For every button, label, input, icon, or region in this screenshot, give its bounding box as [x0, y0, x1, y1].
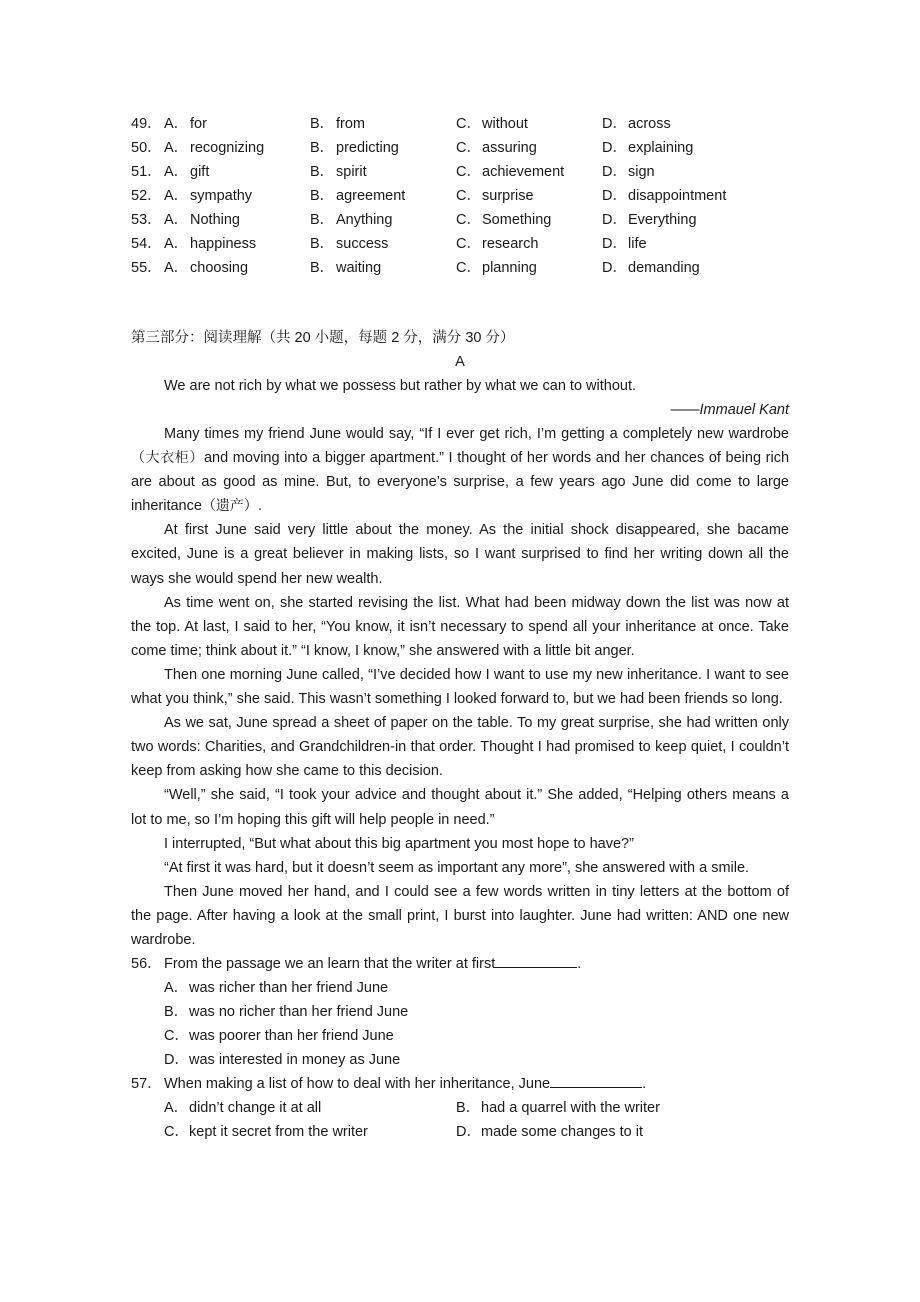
option-text: Nothing: [190, 212, 240, 228]
cloze-option-c[interactable]: [456, 184, 602, 208]
q57-option-d-label: D．: [456, 1124, 481, 1141]
p1-gloss-wardrobe: （大衣柜）: [131, 450, 204, 467]
question-number: 52．: [131, 188, 162, 204]
q57-option-d-text: made some changes to it: [481, 1124, 644, 1141]
cloze-option-c[interactable]: [456, 160, 602, 184]
cloze-option-b[interactable]: [310, 112, 456, 136]
question-57-blank[interactable]: [550, 1073, 642, 1088]
cloze-option-b[interactable]: [310, 256, 456, 280]
option-label: B．: [310, 236, 335, 252]
option-text: sympathy: [190, 188, 253, 204]
cloze-option-b[interactable]: [310, 184, 456, 208]
option-text: happiness: [190, 236, 257, 252]
cloze-row: [131, 208, 789, 232]
option-text: Anything: [336, 212, 393, 228]
option-label: B．: [310, 260, 335, 276]
attribution-dash: ——: [670, 402, 700, 418]
cloze-option-d[interactable]: [602, 112, 789, 136]
option-text: demanding: [628, 260, 700, 276]
cloze-options-table: [131, 112, 789, 280]
option-label: B．: [310, 164, 335, 180]
option-text: explaining: [628, 140, 694, 156]
p1-text-a: Many times my friend June would say, “If I ever get rich, I’m getting a completely new wardrobe: [164, 426, 789, 442]
cloze-option-c[interactable]: [456, 208, 602, 232]
cloze-option-b[interactable]: [310, 160, 456, 184]
option-text: choosing: [190, 260, 249, 276]
question-56-end: .: [577, 956, 582, 973]
q56-option-c-label: C．: [164, 1028, 189, 1045]
option-text: life: [628, 236, 647, 252]
q56-option-c-text: was poorer than her friend June: [189, 1028, 394, 1045]
option-text: disappointment: [628, 188, 727, 204]
question-57-number: 57．: [131, 1076, 162, 1093]
option-text: Something: [482, 212, 552, 228]
q57-options-row-2: [131, 1120, 789, 1144]
exam-page: [131, 112, 789, 1144]
question-56-blank[interactable]: [495, 953, 577, 968]
q57-options-row-1: [131, 1096, 789, 1120]
cloze-option-a[interactable]: [164, 112, 310, 136]
passage-paragraph-6: “Well,” she said, “I took your advice and thought about it.” She added, “Helping others means a lot to me, so I’m hoping this gift will help people in need.”: [131, 787, 789, 828]
option-text: predicting: [336, 140, 399, 156]
option-text: spirit: [336, 164, 367, 180]
q57-option-a-text: didn’t change it at all: [189, 1100, 322, 1117]
cloze-option-d[interactable]: [602, 136, 789, 160]
q56-option-b-label: B．: [164, 1004, 189, 1021]
q56-option-c[interactable]: [131, 1024, 789, 1048]
q57-option-c-label: C．: [164, 1124, 189, 1141]
option-text: without: [482, 116, 528, 132]
option-text: recognizing: [190, 140, 265, 156]
attribution-author: Immauel Kant: [699, 402, 789, 418]
q57-option-a[interactable]: [164, 1096, 456, 1120]
cloze-row: [131, 112, 789, 136]
option-label: A．: [164, 140, 189, 156]
q57-option-c[interactable]: [164, 1120, 456, 1144]
epigraph-attribution: [131, 398, 789, 422]
q56-option-b[interactable]: [131, 1000, 789, 1024]
option-text: planning: [482, 260, 537, 276]
question-number: 51．: [131, 164, 162, 180]
option-label: C．: [456, 212, 481, 228]
question-57: [131, 1072, 789, 1096]
q57-option-b-text: had a quarrel with the writer: [481, 1100, 660, 1117]
option-label: A．: [164, 260, 189, 276]
cloze-option-a[interactable]: [164, 136, 310, 160]
q57-option-b[interactable]: [456, 1096, 660, 1120]
q56-option-d[interactable]: [131, 1048, 789, 1072]
cloze-option-d[interactable]: [602, 208, 789, 232]
passage-paragraph-9: Then June moved her hand, and I could see a few words written in tiny letters at the bottom of the page. After having a look at the small print, I burst into laughter. June had written: AND one new wardrobe.: [131, 883, 789, 948]
option-text: surprise: [482, 188, 534, 204]
cloze-option-d[interactable]: [602, 160, 789, 184]
option-label: C．: [456, 140, 481, 156]
option-text: waiting: [336, 260, 382, 276]
option-label: A．: [164, 116, 189, 132]
cloze-option-b[interactable]: [310, 136, 456, 160]
cloze-row: [131, 160, 789, 184]
option-label: D．: [602, 188, 627, 204]
q56-option-a-text: was richer than her friend June: [189, 980, 389, 997]
p1-gloss-inheritance: （遗产）: [201, 498, 258, 515]
option-label: D．: [602, 260, 627, 276]
q57-option-b-label: B．: [456, 1100, 481, 1117]
option-text: from: [336, 116, 365, 132]
passage-paragraph-1: [131, 422, 789, 518]
option-label: D．: [602, 212, 627, 228]
cloze-option-d[interactable]: [602, 256, 789, 280]
option-label: D．: [602, 140, 627, 156]
q56-option-a[interactable]: [131, 976, 789, 1000]
option-text: success: [336, 236, 389, 252]
option-text: sign: [628, 164, 655, 180]
p1-text-c: .: [257, 498, 262, 515]
cloze-row: [131, 232, 789, 256]
question-number: 53．: [131, 212, 162, 228]
option-label: B．: [310, 140, 335, 156]
cloze-option-d[interactable]: [602, 232, 789, 256]
option-label: A．: [164, 188, 189, 204]
option-label: B．: [310, 212, 335, 228]
question-number: 49．: [131, 116, 162, 132]
passage-paragraph-8: “At first it was hard, but it doesn’t seem as important any more”, she answered with a smile.: [164, 859, 750, 876]
option-text: assuring: [482, 140, 537, 156]
cloze-option-c[interactable]: [456, 232, 602, 256]
option-label: D．: [602, 164, 627, 180]
option-text: achievement: [482, 164, 565, 180]
passage-paragraph-7: I interrupted, “But what about this big apartment you most hope to have?”: [164, 835, 634, 852]
question-number: 55．: [131, 260, 162, 276]
question-number: 50．: [131, 140, 162, 156]
section-spacer: [131, 280, 789, 326]
option-label: C．: [456, 188, 481, 204]
cloze-option-b[interactable]: [310, 232, 456, 256]
cloze-row: [131, 184, 789, 208]
option-text: for: [190, 116, 207, 132]
option-label: C．: [456, 116, 481, 132]
passage-paragraph-3: As time went on, she started revising the list. What had been midway down the list was now at the top. At last, I said to her, “You know, it isn’t necessary to spend all your inheritance at once. Take come time; think about it.” “I know, I know,” she answered with a little bit anger.: [131, 594, 789, 659]
cloze-option-b[interactable]: [310, 208, 456, 232]
cloze-row: [131, 256, 789, 280]
option-text: Everything: [628, 212, 697, 228]
option-label: A．: [164, 236, 189, 252]
passage-paragraph-4: Then one morning June called, “I’ve decided how I want to use my new inheritance. I want to see what you think,” she said. This wasn’t something I looked forward to, but we had been friends so long.: [131, 666, 789, 708]
option-text: across: [628, 116, 671, 132]
option-label: C．: [456, 164, 481, 180]
q57-option-a-label: A．: [164, 1100, 189, 1117]
cloze-option-c[interactable]: [456, 136, 602, 160]
option-label: B．: [310, 188, 335, 204]
cloze-options-body: [131, 112, 789, 280]
p1-text-b: and moving into a bigger apartment.” I thought of her words and her chances of being rich are about as good as mine. But, to everyone’s surprise, a few years ago June did come to large inheritance: [131, 450, 790, 515]
epigraph-quote: We are not rich by what we possess but rather by what we can to without.: [164, 378, 637, 394]
question-57-stem: When making a list of how to deal with her inheritance, June: [164, 1076, 551, 1093]
passage-label: A: [455, 354, 465, 370]
cloze-option-a[interactable]: [164, 184, 310, 208]
q56-option-b-text: was no richer than her friend June: [189, 1004, 409, 1021]
cloze-option-c[interactable]: [456, 112, 602, 136]
q56-option-d-label: D．: [164, 1052, 189, 1069]
option-text: research: [482, 236, 539, 252]
q57-option-c-text: kept it secret from the writer: [189, 1124, 368, 1141]
cloze-option-a[interactable]: [164, 208, 310, 232]
passage-paragraph-5: As we sat, June spread a sheet of paper on the table. To my great surprise, she had written only two words: Charities, and Grandchildren-in that order. Thought I had promised to keep quiet, I couldn’t keep from asking how she came to this decision.: [131, 715, 789, 780]
q56-option-a-label: A．: [164, 980, 189, 997]
question-number: 54．: [131, 236, 162, 252]
question-56-stem: From the passage we an learn that the writer at first: [164, 956, 496, 973]
option-label: C．: [456, 236, 481, 252]
cloze-option-a[interactable]: [164, 160, 310, 184]
cloze-option-c[interactable]: [456, 256, 602, 280]
option-label: A．: [164, 164, 189, 180]
option-label: B．: [310, 116, 335, 132]
cloze-option-d[interactable]: [602, 184, 789, 208]
cloze-row: [131, 136, 789, 160]
option-text: agreement: [336, 188, 406, 204]
passage-paragraph-2: At first June said very little about the money. As the initial shock disappeared, she bacame excited, June is a great believer in making lists, so I want surprised to find her writing down all the ways she would spend her new wealth.: [131, 522, 789, 587]
option-label: A．: [164, 212, 189, 228]
question-56: [131, 952, 789, 976]
cloze-option-a[interactable]: [164, 256, 310, 280]
option-text: gift: [190, 164, 210, 180]
option-label: C．: [456, 260, 481, 276]
option-label: D．: [602, 116, 627, 132]
option-label: D．: [602, 236, 627, 252]
q57-option-d[interactable]: [456, 1120, 643, 1144]
question-56-number: 56．: [131, 956, 162, 973]
q56-option-d-text: was interested in money as June: [189, 1052, 401, 1069]
section-title: 第三部分：阅读理解（共 20 小题，每题 2 分，满分 30 分）: [131, 330, 515, 346]
cloze-option-a[interactable]: [164, 232, 310, 256]
question-57-end: .: [642, 1076, 647, 1093]
